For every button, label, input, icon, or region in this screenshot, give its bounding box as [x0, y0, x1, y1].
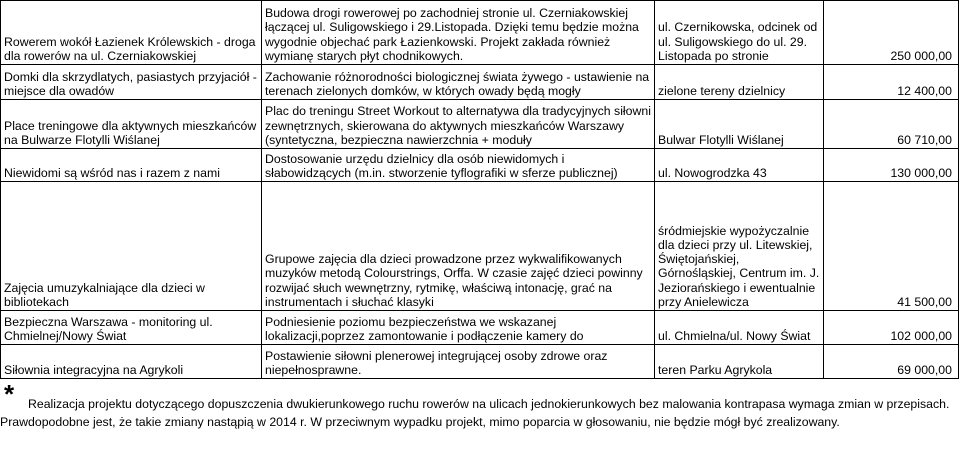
- project-name: Bezpieczna Warszawa - monitoring ul. Chmielnej/Nowy Świat: [1, 311, 262, 345]
- project-location: ul. Czernikowska, odcinek od ul. Suligowskiego do ul. 29. Listopada po stronie: [655, 1, 824, 65]
- table-row: [1, 100, 959, 149]
- project-name: Niewidomi są wśród nas i razem z nami: [1, 149, 262, 182]
- project-description: Zachowanie różnorodności biologicznej świata żywego - ustawienie na terenach zielonych domków, w których owady będą mogły: [262, 65, 655, 100]
- project-cost: 130 000,00: [824, 149, 959, 182]
- table-row: [1, 149, 959, 182]
- project-location: ul. Chmielna/ul. Nowy Świat: [655, 311, 824, 345]
- project-cost: 69 000,00: [824, 345, 959, 379]
- table-row: [1, 1, 959, 65]
- project-cost: 60 710,00: [824, 100, 959, 149]
- table-row: [1, 345, 959, 379]
- project-description: Plac do treningu Street Workout to alternatywa dla tradycyjnych siłowni zewnętrznych, skierowana do aktywnych mieszkańców Warszawy (syntetyczna, bezpieczna nawierzchnia + moduły: [262, 100, 655, 149]
- project-description: Dostosowanie urzędu dzielnicy dla osób niewidomych i słabowidzących (m.in. stworzenie tyflografiki w sferze publicznej): [262, 149, 655, 182]
- project-location: śródmiejskie wypożyczalnie dla dzieci przy ul. Litewskiej, Świętojańskiej, Górnośląskiej, Centrum im. J. Jeziorańskiego i ewentualnie przy Anielewicza: [655, 182, 824, 311]
- project-name: Siłownia integracyjna na Agrykoli: [1, 345, 262, 379]
- table-row: [1, 65, 959, 100]
- footnote-marker: *: [4, 379, 15, 409]
- project-cost: 250 000,00: [824, 1, 959, 65]
- project-location: ul. Nowogrodzka 43: [655, 149, 824, 182]
- project-location: teren Parku Agrykola: [655, 345, 824, 379]
- project-cost: 41 500,00: [824, 182, 959, 311]
- project-name: Rowerem wokół Łazienek Królewskich - droga dla rowerów na ul. Czerniakowskiej: [1, 1, 262, 65]
- project-cost: 102 000,00: [824, 311, 959, 345]
- project-description: Grupowe zajęcia dla dzieci prowadzone przez wykwalifikowanych muzyków metodą Colourstrings, Orffa. W czasie zajęć dzieci powinny rozwijać słuch wewnętrzny, rytmikę, właściwą intonację, grać na instrumentach i słuchać klasyki: [262, 182, 655, 311]
- project-description: Podniesienie poziomu bezpieczeństwa we wskazanej lokalizacji,poprzez zamontowanie i podłączenie kamery do: [262, 311, 655, 345]
- table-row: [1, 182, 959, 311]
- table-row: [1, 311, 959, 345]
- project-location: Bulwar Flotylli Wiślanej: [655, 100, 824, 149]
- project-name: Place treningowe dla aktywnych mieszkańców na Bulwarze Flotylli Wiślanej: [1, 100, 262, 149]
- project-name: Domki dla skrzydlatych, pasiastych przyjaciół - miejsce dla owadów: [1, 65, 262, 100]
- project-name: Zajęcia umuzykalniające dla dzieci w bibliotekach: [1, 182, 262, 311]
- project-location: zielone tereny dzielnicy: [655, 65, 824, 100]
- project-cost: 12 400,00: [824, 65, 959, 100]
- footnote: [0, 379, 958, 431]
- footnote-text: Realizacja projektu dotyczącego dopuszczenia dwukierunkowego ruchu rowerów na ulicach jednokierunkowych bez malowania kontrapasa wymaga zmian w przepisach. Prawdopodobne jest, że takie zmiany nastąpią w 2014 r. W przeciwnym wypadku projekt, mimo poparcia w głosowaniu, nie będzie mógł być zrealizowany.: [0, 397, 950, 429]
- project-description: Budowa drogi rowerowej po zachodniej stronie ul. Czerniakowskiej łączącej ul. Suligowskiego i 29.Listopada. Dzięki temu będzie można wygodnie objechać park Łazienkowski. Projekt zakłada również wymianę starych płyt chodnikowych.: [262, 1, 655, 65]
- project-description: Postawienie siłowni plenerowej integrującej osoby zdrowe oraz niepełnosprawne.: [262, 345, 655, 379]
